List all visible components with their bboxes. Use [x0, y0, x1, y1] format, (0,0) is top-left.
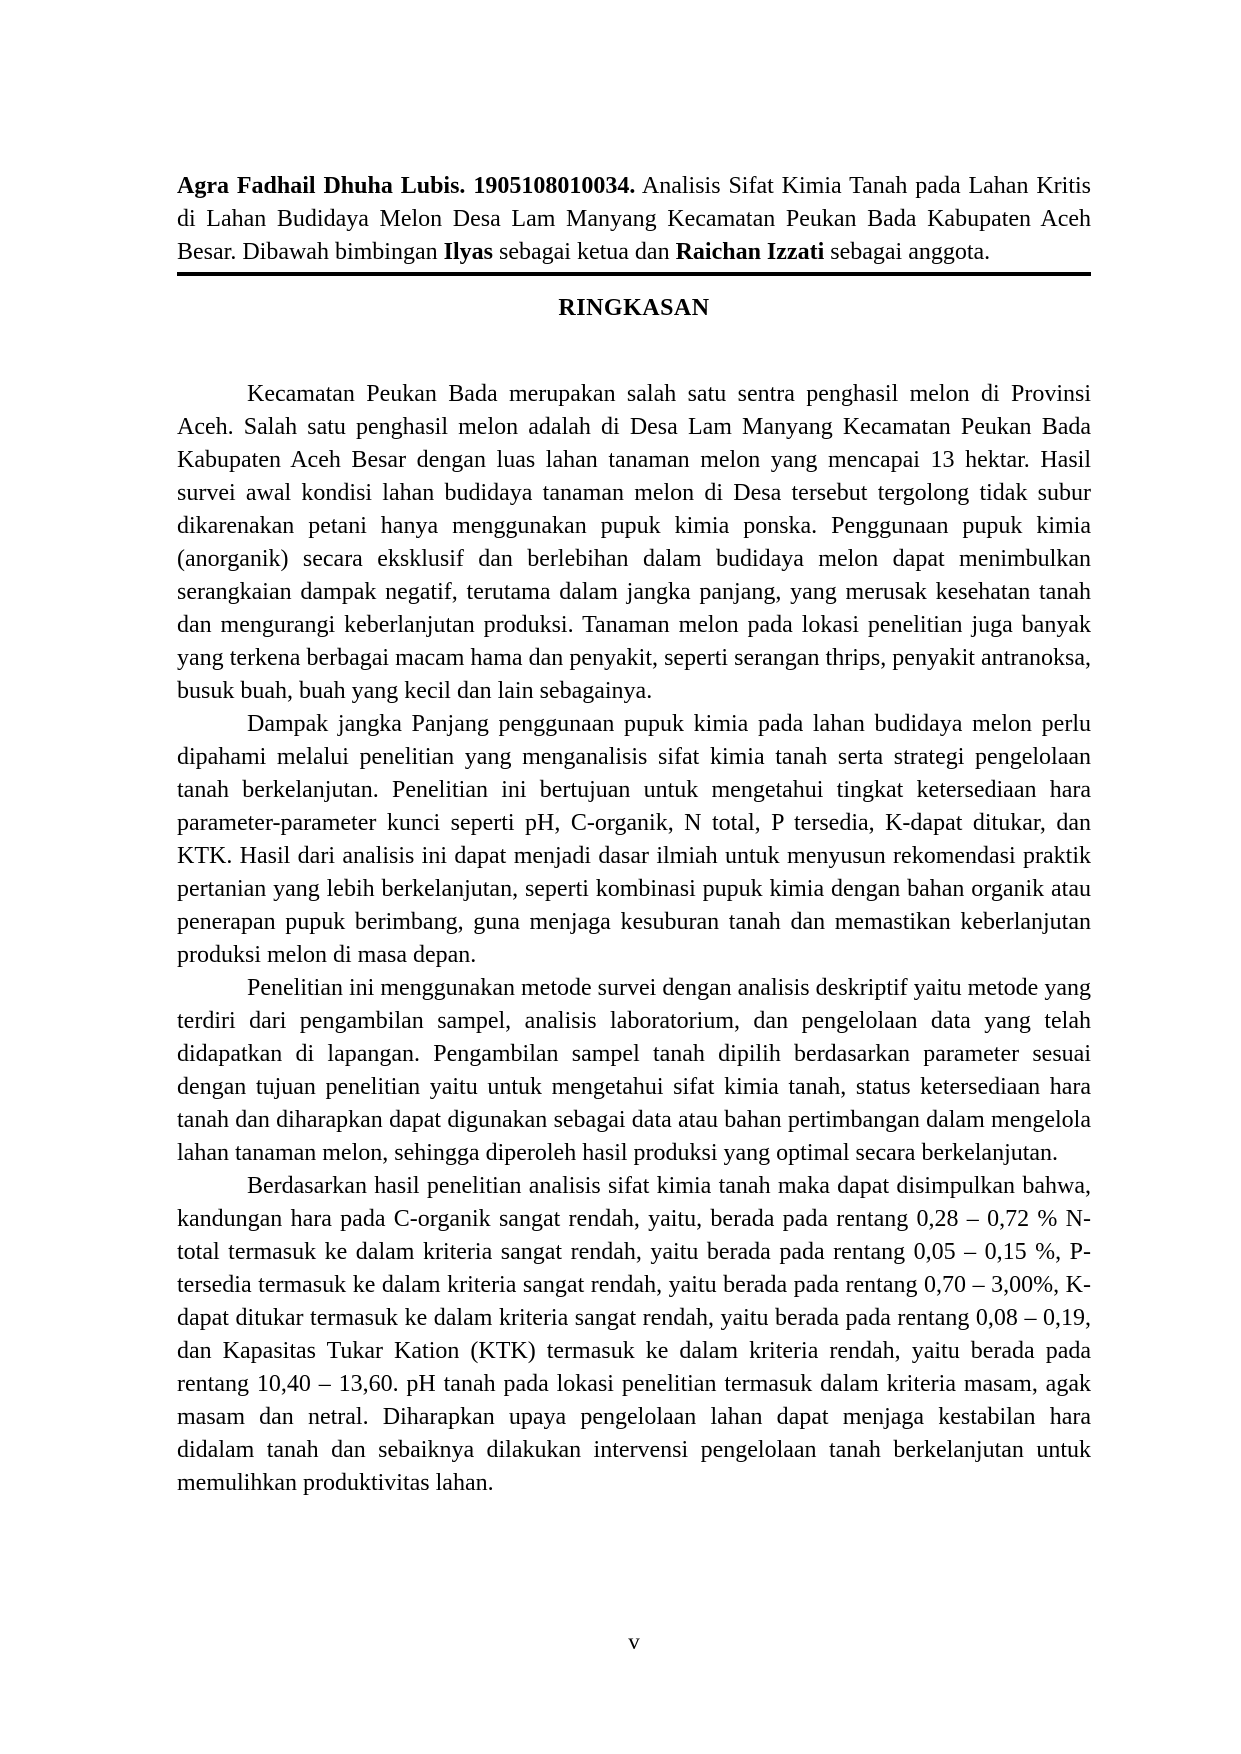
header-segment-bold: Agra Fadhail Dhuha Lubis. 1905108010034. — [177, 173, 636, 199]
header-segment: Analisis Sifat Kimia Tanah pada Lahan Kritis di Lahan Budidaya Melon Desa Lam Manyang Kecamatan Peukan Bada Kabupaten Aceh Besar. Dibawah bimbingan — [177, 173, 1092, 265]
summary-paragraph: Kecamatan Peukan Bada merupakan salah satu sentra penghasil melon di Provinsi Aceh. Salah satu penghasil melon adalah di Desa Lam Manyang Kecamatan Peukan Bada Kabupaten Aceh Besar dengan luas lahan tanaman melon yang mencapai 13 hektar. Hasil survei awal kondisi lahan budidaya tanaman melon di Desa tersebut tergolong tidak subur dikarenakan petani hanya menggunakan pupuk kimia ponska. Penggunaan pupuk kimia (anorganik) secara eksklusif dan berlebihan dalam budidaya melon dapat menimbulkan serangkaian dampak negatif, terutama dalam jangka panjang, yang merusak kesehatan tanah dan mengurangi keberlanjutan produksi. Tanaman melon pada lokasi penelitian juga banyak yang terkena berbagai macam hama dan penyakit, seperti serangan thrips, penyakit antranoksa, busuk buah, buah yang kecil dan lain sebagainya. — [177, 381, 1091, 704]
summary-paragraph: Dampak jangka Panjang penggunaan pupuk kimia pada lahan budidaya melon perlu dipahami melalui penelitian yang menganalisis sifat kimia tanah serta strategi pengelolaan tanah berkelanjutan. Penelitian ini bertujuan untuk mengetahui tingkat ketersediaan hara parameter-parameter kunci seperti pH, C-organik, N total, P tersedia, K-dapat ditukar, dan KTK. Hasil dari analisis ini dapat menjadi dasar ilmiah untuk menyusun rekomendasi praktik pertanian yang lebih berkelanjutan, seperti kombinasi pupuk kimia dengan bahan organik atau penerapan pupuk berimbang, guna menjaga kesuburan tanah dan memastikan keberlanjutan produksi melon di masa depan. — [177, 711, 1091, 968]
header-segment-bold: Ilyas — [443, 239, 493, 265]
page-number: v — [628, 1629, 640, 1654]
summary-body — [177, 378, 1091, 1500]
summary-paragraph: Penelitian ini menggunakan metode survei dengan analisis deskriptif yaitu metode yang terdiri dari pengambilan sampel, analisis laboratorium, dan pengelolaan data yang telah didapatkan di lapangan. Pengambilan sampel tanah dipilih berdasarkan parameter sesuai dengan tujuan penelitian yaitu untuk mengetahui sifat kimia tanah, status ketersediaan hara tanah dan diharapkan dapat digunakan sebagai data atau bahan pertimbangan dalam mengelola lahan tanaman melon, sehingga diperoleh hasil produksi yang optimal secara berkelanjutan. — [177, 975, 1091, 1166]
header-segment: sebagai ketua dan — [492, 239, 676, 265]
section-title: RINGKASAN — [558, 295, 710, 321]
header-paragraph — [177, 170, 1091, 276]
header-segment: sebagai anggota. — [824, 239, 991, 265]
header-segment-bold: Raichan Izzati — [675, 239, 825, 265]
summary-paragraph: Berdasarkan hasil penelitian analisis sifat kimia tanah maka dapat disimpulkan bahwa, kandungan hara pada C-organik sangat rendah, yaitu, berada pada rentang 0,28 – 0,72 % N-total termasuk ke dalam kriteria sangat rendah, yaitu berada pada rentang 0,05 – 0,15 %, P-tersedia termasuk ke dalam kriteria sangat rendah, yaitu berada pada rentang 0,70 – 3,00%, K-dapat ditukar termasuk ke dalam kriteria sangat rendah, yaitu berada pada rentang 0,08 – 0,19, dan Kapasitas Tukar Kation (KTK) termasuk ke dalam kriteria rendah, yaitu berada pada rentang 10,40 – 13,60. pH tanah pada lokasi penelitian termasuk dalam kriteria masam, agak masam dan netral. Diharapkan upaya pengelolaan lahan dapat menjaga kestabilan hara didalam tanah dan sebaiknya dilakukan intervensi pengelolaan tanah berkelanjutan untuk memulihkan produktivitas lahan. — [177, 1173, 1091, 1496]
